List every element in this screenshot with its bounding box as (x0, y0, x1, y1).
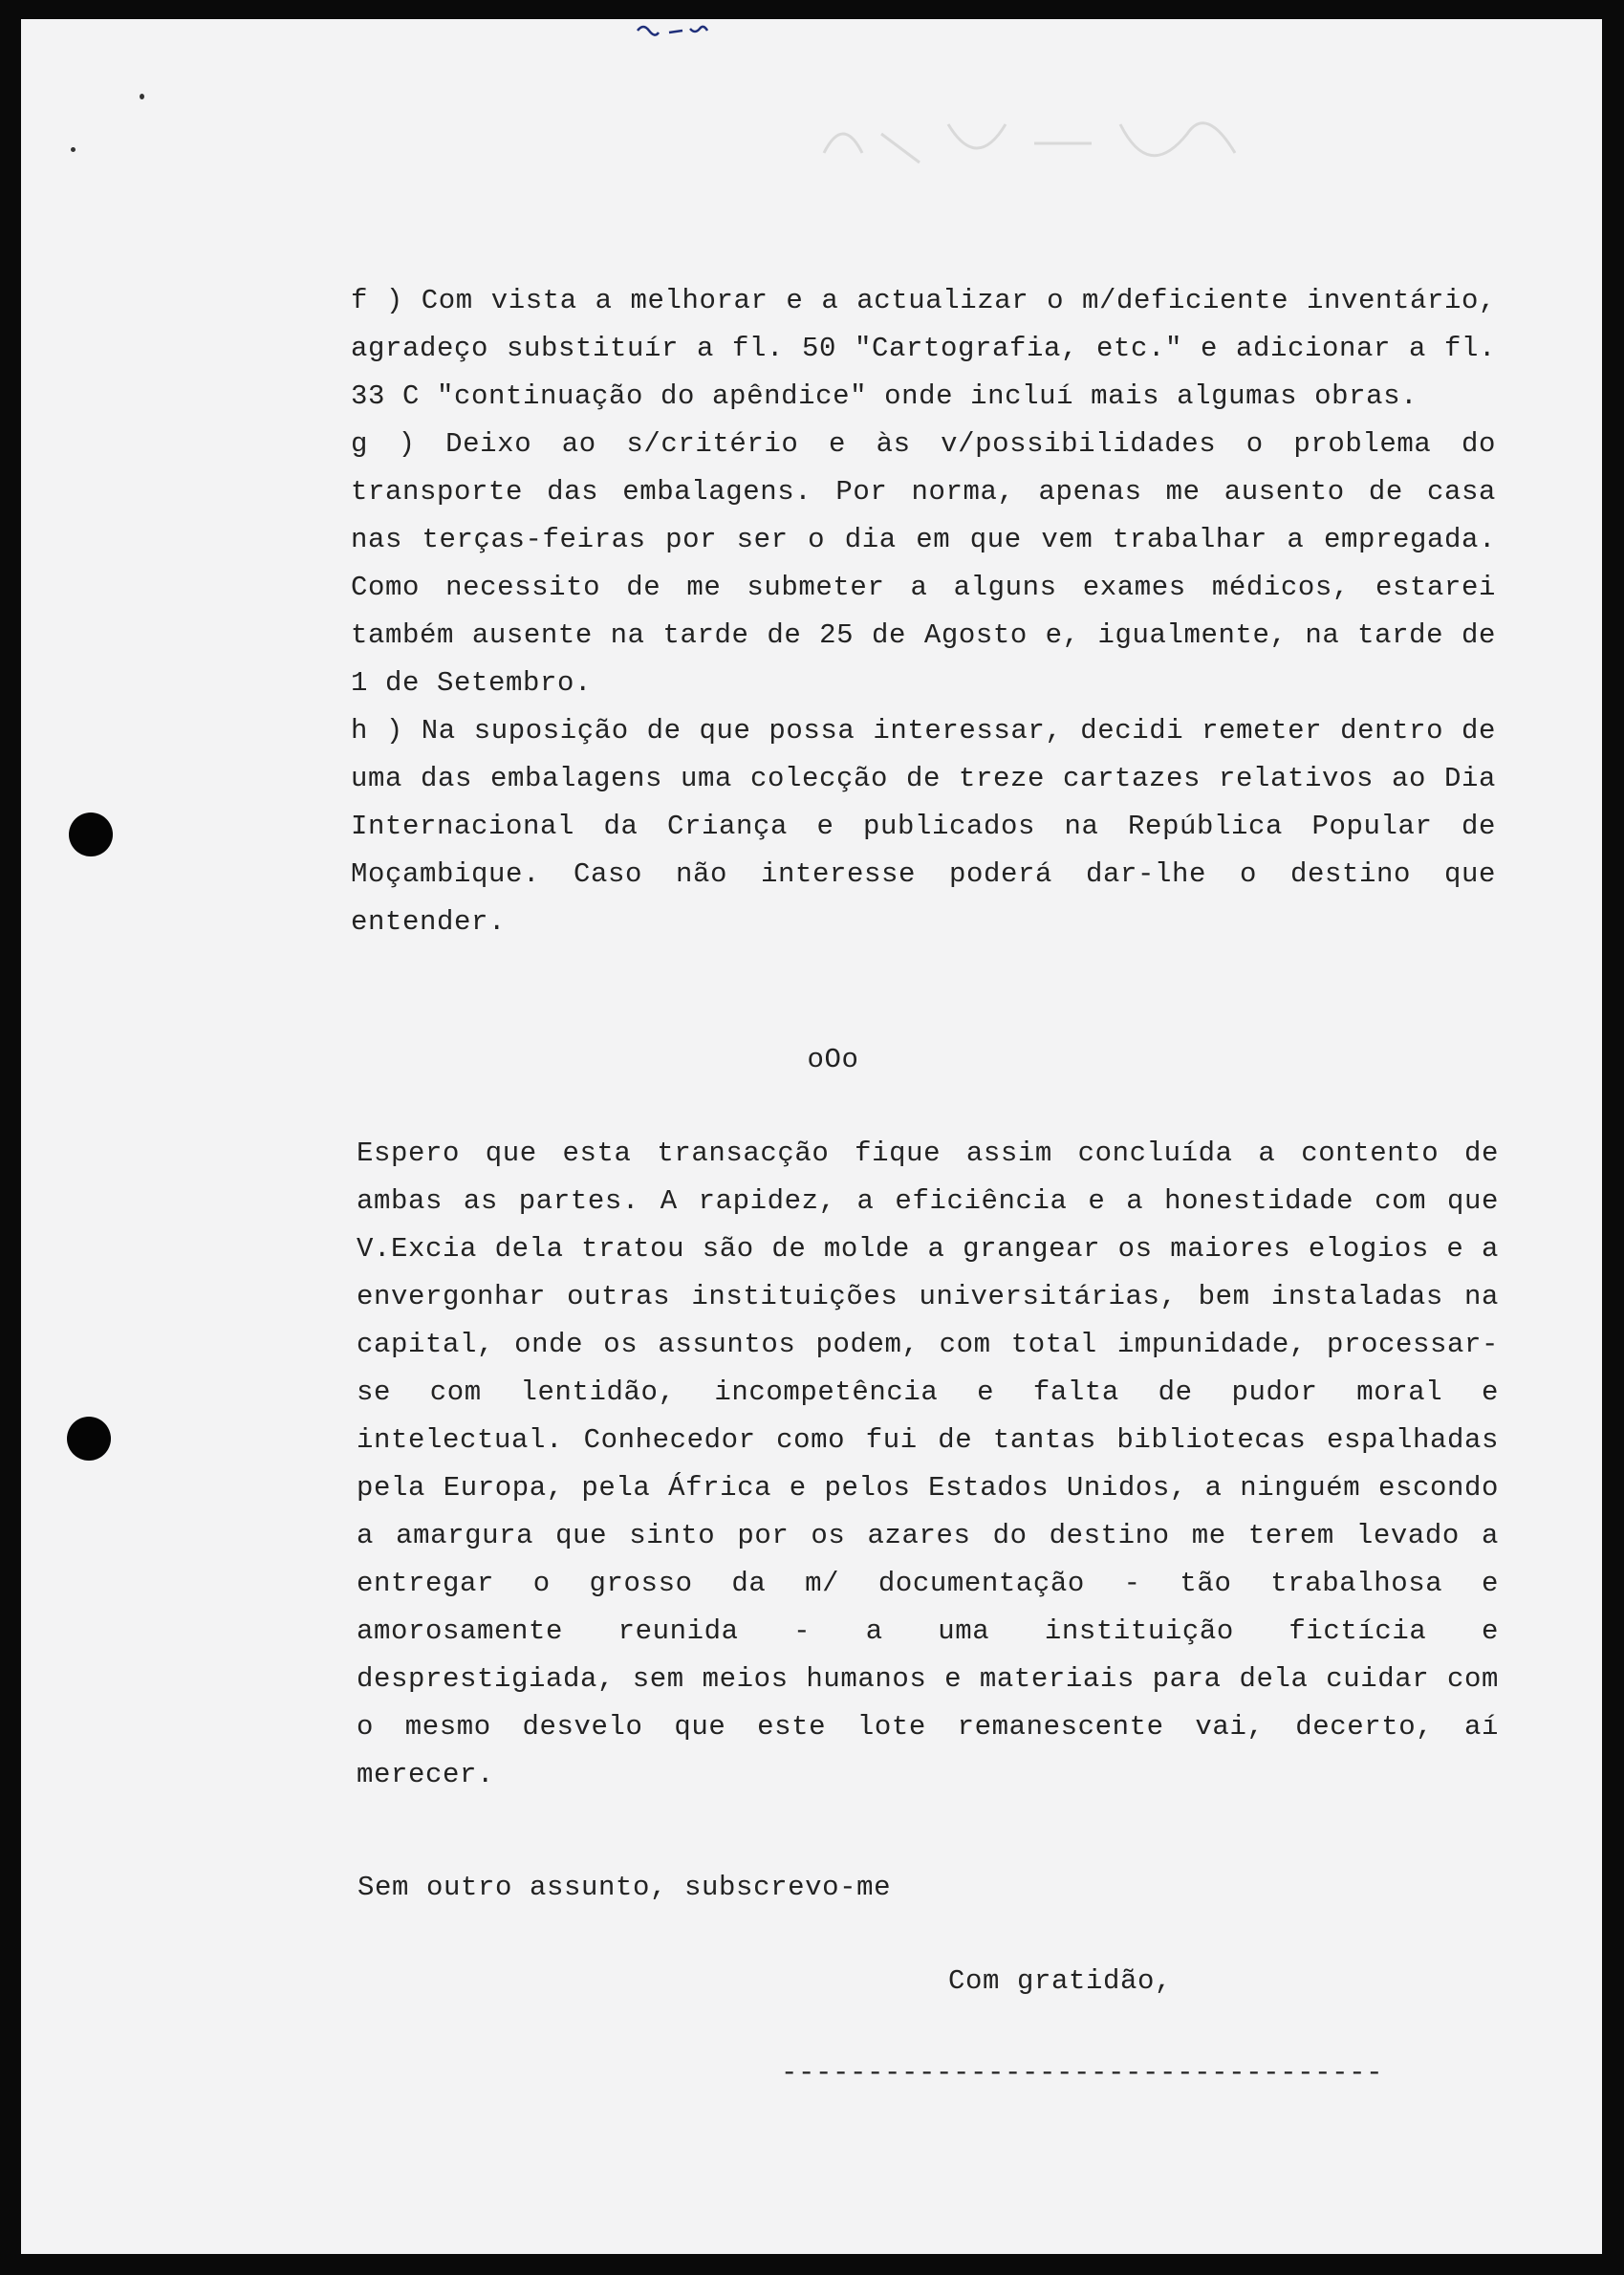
faded-stamp-mark (805, 86, 1302, 191)
paragraph-h: h ) Na suposição de que possa interessar, decidi remeter dentro de uma das embalagens uma colecção de treze cartazes relativos ao Dia Internacional da Criança e publicados na República Popular de Moçambique. Caso não interesse poderá dar-lhe o destino que entender. (351, 715, 1496, 938)
numbered-points (250, 277, 1496, 946)
closing-block (256, 1130, 1499, 1799)
closing-paragraph: Espero que esta transacção fique assim concluída a contento de ambas as partes. A rapidez, a eficiência e a honestidade com que V.Excia dela tratou são de molde a grangear os maiores elogios e a envergonhar outras instituições universitárias, bem instaladas na capital, onde os assuntos podem, com total impunidade, processar-se com lentidão, incompetência e falta de pudor moral e intelectual. Conhecedor como fui de tantas bibliotecas espalhadas pela Europa, pela África e pelos Estados Unidos, a ninguém escondo a amargura que sinto por os azares do destino me terem levado a entregar o grosso da m/ documentação - tão trabalhosa e amorosamente reunida - a uma instituição fictícia e desprestigiada, sem meios humanos e materiais para dela cuidar com o mesmo desvelo que este lote remanescente vai, decerto, aí merecer. (357, 1138, 1499, 1790)
document-page (21, 19, 1602, 2254)
signature-line: ----------------------------------- (781, 2057, 1384, 2089)
paper-speck (140, 94, 144, 99)
punch-hole (69, 812, 113, 856)
paragraph-f: f ) Com vista a melhorar e a actualizar o m/deficiente inventário, agradeço substituír a fl. 50 "Cartografia, etc." e adicionar a fl. 33 C "continuação do apêndice" onde incluí mais algumas obras. (351, 285, 1496, 412)
punch-hole (67, 1417, 111, 1461)
paper-speck (71, 147, 76, 152)
section-separator: oOo (807, 1044, 859, 1075)
salutation: Com gratidão, (948, 1965, 1173, 1997)
handwritten-scribble (633, 19, 824, 57)
subscribe-line: Sem outro assunto, subscrevo-me (357, 1872, 892, 1903)
paragraph-g: g ) Deixo ao s/critério e às v/possibilidades o problema do transporte das embalagens. Por norma, apenas me ausento de casa nas terças-feiras por ser o dia em que vem trabalhar a empregada. Como necessito de me submeter a alguns exames médicos, estarei também ausente na tarde de 25 de Agosto e, igualmente, na tarde de 1 de Setembro. (351, 428, 1496, 699)
